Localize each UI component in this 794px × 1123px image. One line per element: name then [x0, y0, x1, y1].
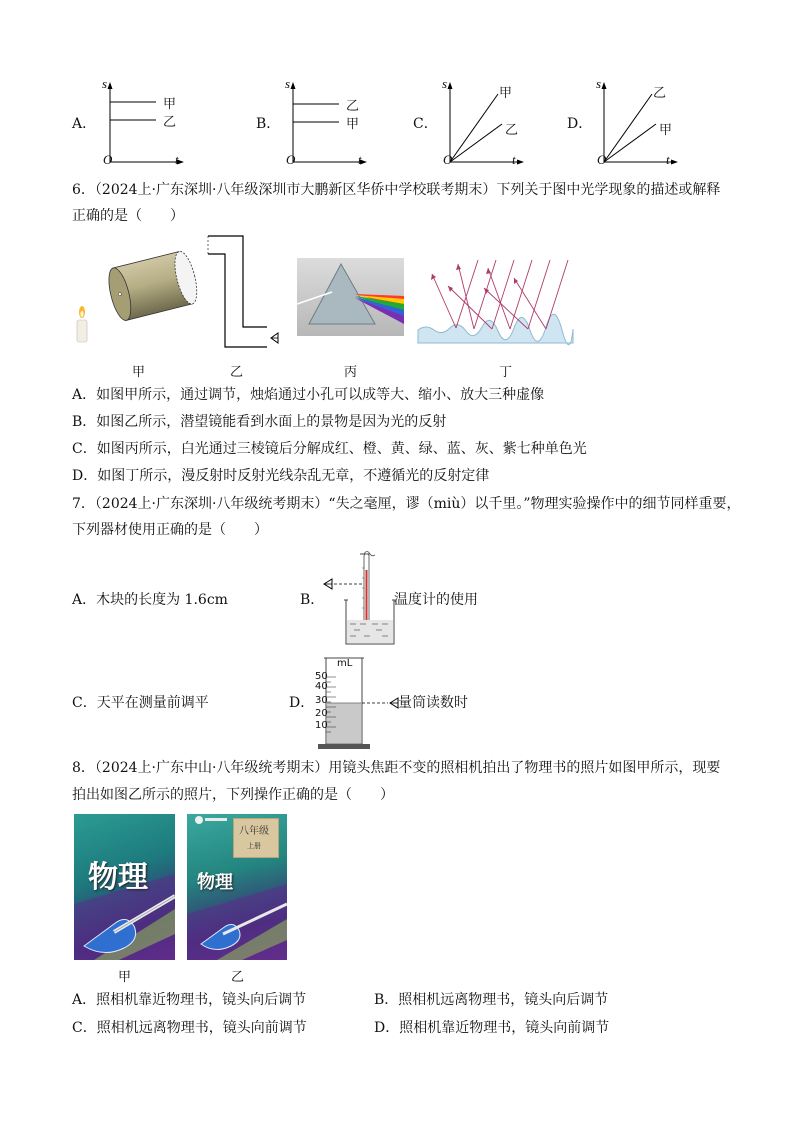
axis-y-label: s: [596, 76, 602, 91]
option-c[interactable]: C．天平在测量前调平: [72, 695, 209, 711]
option-b[interactable]: B．照相机远离物理书，镜头向后调节: [374, 992, 609, 1008]
pinhole-camera-figure: [68, 238, 208, 348]
book-photo-yi: [187, 814, 287, 960]
figure-caption-ding: 丁: [499, 365, 513, 380]
question-stem: 6．（2024上·广东深圳·八年级深圳市大鹏新区华侨中学校联考期末）下列关于图中光学现象的描述或解释: [72, 182, 721, 198]
axis-y-label: s: [442, 76, 448, 91]
line-label-bottom: 甲: [346, 117, 360, 132]
axis-y-label: s: [285, 76, 291, 91]
line-label-top: 乙: [653, 86, 667, 101]
figure-caption-jia: 甲: [118, 970, 132, 985]
option-a[interactable]: A．木块的长度为 1.6cm: [72, 592, 228, 608]
question-stem-cont: 正确的是（ ）: [72, 208, 184, 224]
question-stem-cont: 下列器材使用正确的是（ ）: [72, 522, 268, 538]
option-a[interactable]: A．照相机靠近物理书，镜头向后调节: [72, 992, 307, 1008]
book-title: 物理: [197, 872, 233, 893]
figure-caption-jia: 甲: [132, 365, 146, 380]
option-b[interactable]: B．如图乙所示，潜望镜能看到水面上的景物是因为光的反射: [72, 414, 447, 430]
origin-label: O: [286, 152, 296, 167]
line-label-top: 乙: [346, 99, 360, 114]
book-title: 物理: [88, 860, 148, 895]
cylinder-tick-40: 40: [315, 681, 328, 692]
option-b-label: 温度计的使用: [394, 592, 478, 608]
option-d-label: 量筒读数时: [398, 695, 468, 711]
question-stem: 8．（2024上·广东中山·八年级统考期末）用镜头焦距不变的照相机拍出了物理书的照片如图甲所示，现要: [72, 760, 721, 776]
option-letter: C．: [413, 116, 438, 132]
axis-y-label: s: [102, 76, 108, 91]
option-c[interactable]: C．如图丙所示，白光通过三棱镜后分解成红、橙、黄、绿、蓝、灰、紫七种单色光: [72, 441, 587, 457]
axis-x-label: t: [175, 152, 179, 167]
cylinder-tick-20: 20: [315, 708, 328, 719]
cylinder-tick-10: 10: [315, 720, 328, 731]
question-stem-cont: 拍出如图乙所示的照片，下列操作正确的是（ ）: [72, 787, 394, 803]
cylinder-tick-30: 30: [315, 695, 328, 706]
option-d-letter[interactable]: D．: [289, 695, 315, 711]
figure-caption-bing: 丙: [344, 365, 358, 380]
book-volume: 上册: [247, 842, 261, 850]
option-a[interactable]: A．如图甲所示，通过调节，烛焰通过小孔可以成等大、缩小、放大三种虚像: [72, 387, 545, 403]
figure-caption-yi: 乙: [231, 970, 245, 985]
option-d[interactable]: D．如图丁所示，漫反射时反射光线杂乱无章，不遵循光的反射定律: [72, 468, 490, 484]
option-d[interactable]: D．照相机靠近物理书，镜头向前调节: [374, 1020, 610, 1036]
line-label-bottom: 乙: [505, 123, 519, 138]
line-label-bottom: 甲: [659, 123, 673, 138]
line-label-top: 甲: [163, 97, 177, 112]
book-photo-jia: [74, 814, 175, 960]
figure-caption-yi: 乙: [230, 365, 244, 380]
option-letter: A．: [72, 116, 97, 132]
origin-label: O: [103, 152, 113, 167]
origin-label: O: [443, 152, 453, 167]
axis-x-label: t: [666, 152, 670, 167]
periscope-figure: [205, 234, 285, 354]
option-c[interactable]: C．照相机远离物理书，镜头向前调节: [72, 1020, 307, 1036]
cylinder-unit: mL: [337, 658, 353, 669]
prism-figure: [297, 258, 404, 336]
origin-label: O: [597, 152, 607, 167]
diffuse-reflection-figure: [418, 258, 573, 343]
cylinder-tick-50: 50: [315, 671, 328, 682]
book-grade: 八年级: [239, 826, 269, 837]
option-letter: B．: [256, 116, 281, 132]
line-label-bottom: 乙: [163, 115, 177, 130]
line-label-top: 甲: [499, 86, 513, 101]
axis-x-label: t: [358, 152, 362, 167]
option-letter: D．: [567, 116, 593, 132]
thermometer-beaker-figure: [320, 548, 400, 648]
axis-x-label: t: [512, 152, 516, 167]
option-b-letter[interactable]: B．: [300, 592, 325, 608]
question-stem: 7．（2024上·广东深圳·八年级统考期末）“失之毫厘，谬（miù）以千里。”物理实验操作中的细节同样重要，: [72, 496, 741, 512]
